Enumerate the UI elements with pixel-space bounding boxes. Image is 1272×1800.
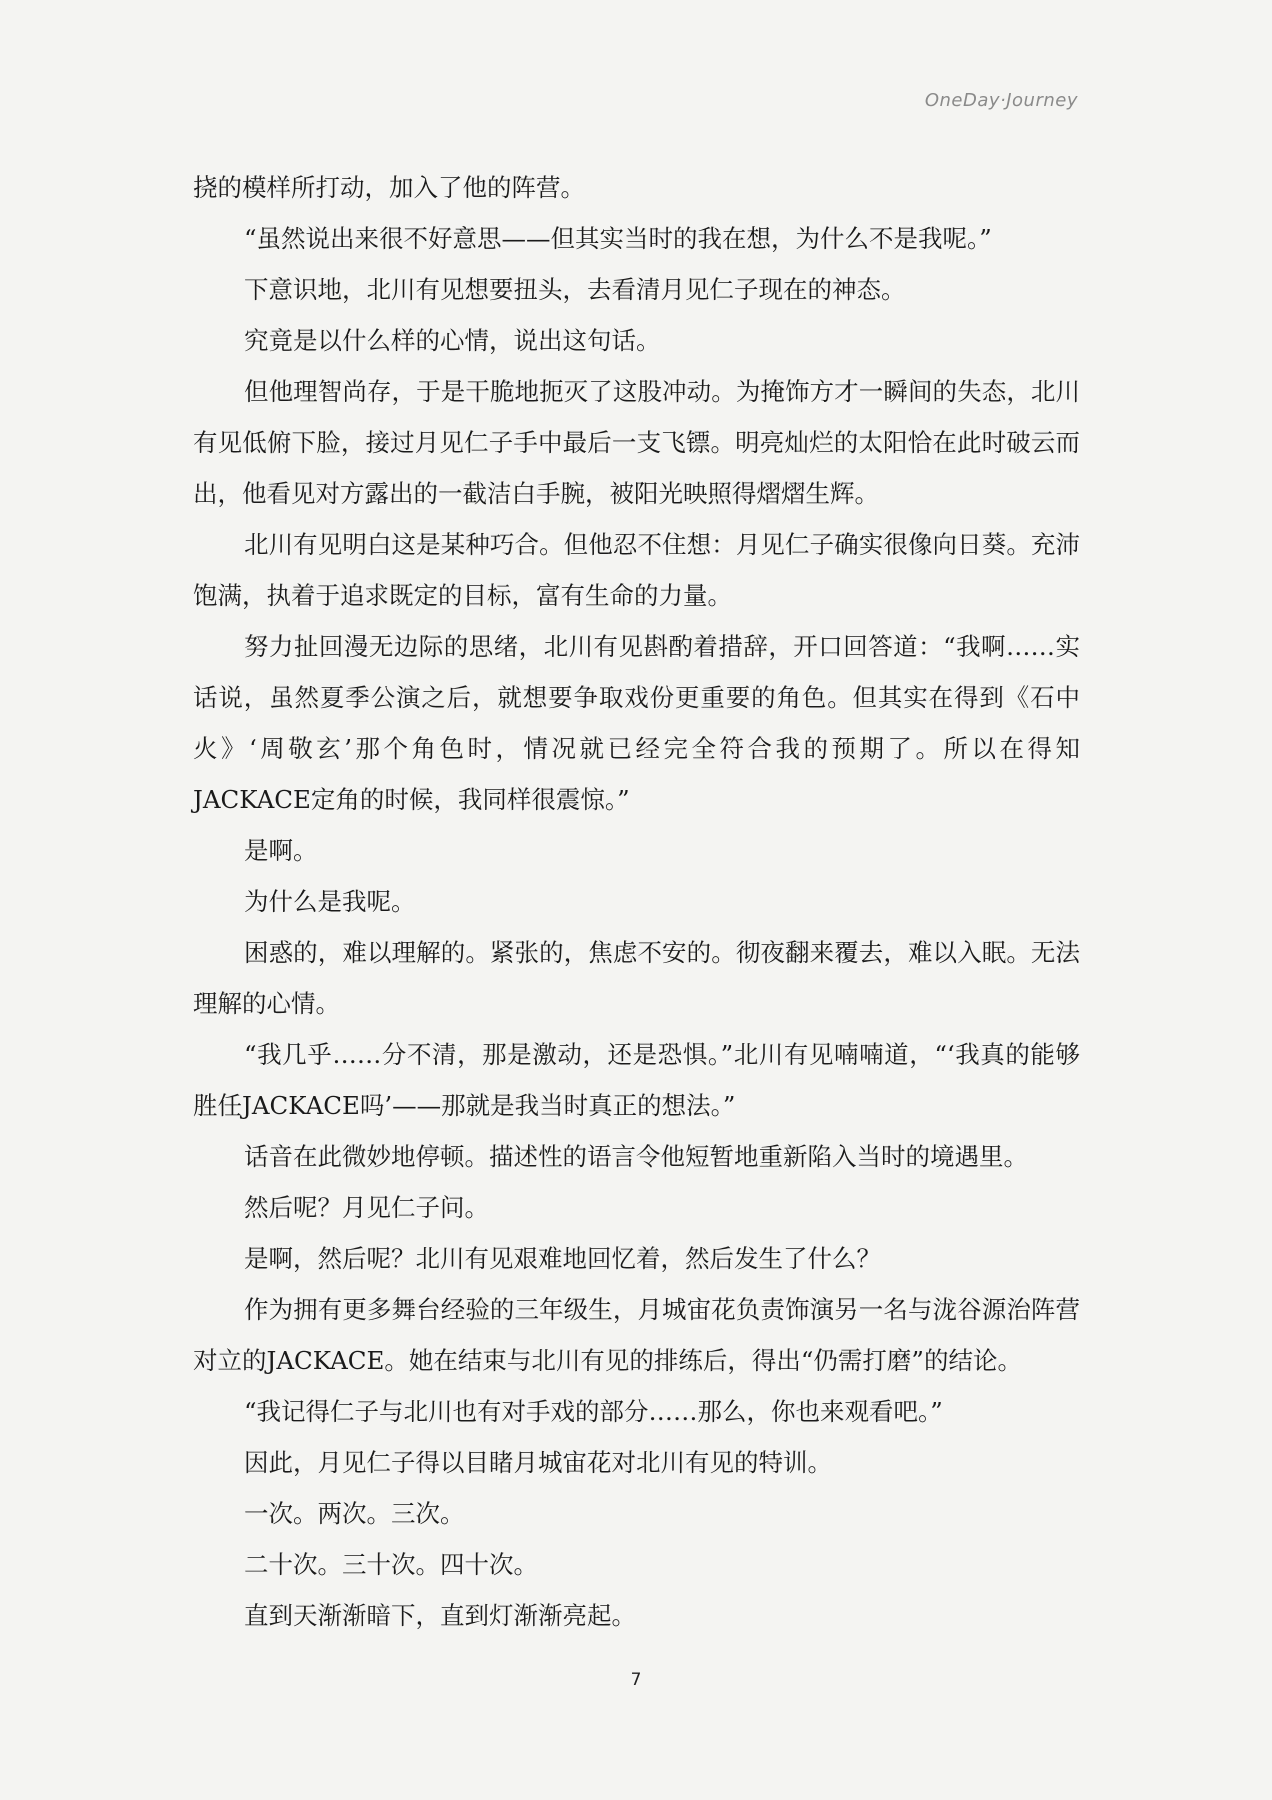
- paragraph: 为什么是我呢。: [244, 887, 416, 916]
- paragraph: 话音在此微妙地停顿。描述性的语言令他短暂地重新陷入当时的境遇里。: [244, 1142, 1028, 1171]
- paragraph: 直到天渐渐暗下，直到灯渐渐亮起。: [244, 1601, 636, 1630]
- paragraph: “我几乎……分不清，那是激动，还是恐惧。”北川有见喃喃道，“‘我真的能够胜任JACKACE吗’——那就是我当时真正的想法。”: [193, 1040, 1080, 1120]
- paragraph: 作为拥有更多舞台经验的三年级生，月城宙花负责饰演另一名与泷谷源治阵营对立的JACKACE。她在结束与北川有见的排练后，得出“仍需打磨”的结论。: [193, 1295, 1080, 1375]
- paragraph: 然后呢？月见仁子问。: [244, 1193, 489, 1222]
- paragraph: 但他理智尚存，于是干脆地扼灭了这股冲动。为掩饰方才一瞬间的失态，北川有见低俯下脸，接过月见仁子手中最后一支飞镖。明亮灿烂的太阳恰在此时破云而出，他看见对方露出的一截洁白手腕，被阳光映照得熠熠生辉。: [193, 377, 1080, 508]
- paragraph: 是啊。: [244, 836, 318, 865]
- paragraph: “我记得仁子与北川也有对手戏的部分……那么，你也来观看吧。”: [244, 1397, 943, 1426]
- body-text: [193, 162, 1080, 1641]
- paragraph: 一次。两次。三次。: [244, 1499, 465, 1528]
- paragraph: 下意识地，北川有见想要扭头，去看清月见仁子现在的神态。: [244, 275, 906, 304]
- paragraph: “虽然说出来很不好意思——但其实当时的我在想，为什么不是我呢。”: [244, 224, 992, 253]
- paragraph: 困惑的，难以理解的。紧张的，焦虑不安的。彻夜翻来覆去，难以入眠。无法理解的心情。: [193, 938, 1080, 1018]
- page-number: 7: [630, 1670, 642, 1690]
- paragraph: 挠的模样所打动，加入了他的阵营。: [193, 173, 585, 202]
- paragraph: 究竟是以什么样的心情，说出这句话。: [244, 326, 661, 355]
- paragraph: 二十次。三十次。四十次。: [244, 1550, 538, 1579]
- paragraph: 努力扯回漫无边际的思绪，北川有见斟酌着措辞，开口回答道：“我啊……实话说，虽然夏季公演之后，就想要争取戏份更重要的角色。但其实在得到《石中火》‘周敬玄’那个角色时，情况就已经完全符合我的预期了。所以在得知JACKACE定角的时候，我同样很震惊。”: [193, 632, 1080, 814]
- paragraph: 因此，月见仁子得以目睹月城宙花对北川有见的特训。: [244, 1448, 832, 1477]
- paragraph: 是啊，然后呢？北川有见艰难地回忆着，然后发生了什么？: [244, 1244, 881, 1273]
- running-header: OneDay·Journey: [924, 90, 1078, 111]
- paragraph: 北川有见明白这是某种巧合。但他忍不住想：月见仁子确实很像向日葵。充沛饱满，执着于追求既定的目标，富有生命的力量。: [193, 530, 1080, 610]
